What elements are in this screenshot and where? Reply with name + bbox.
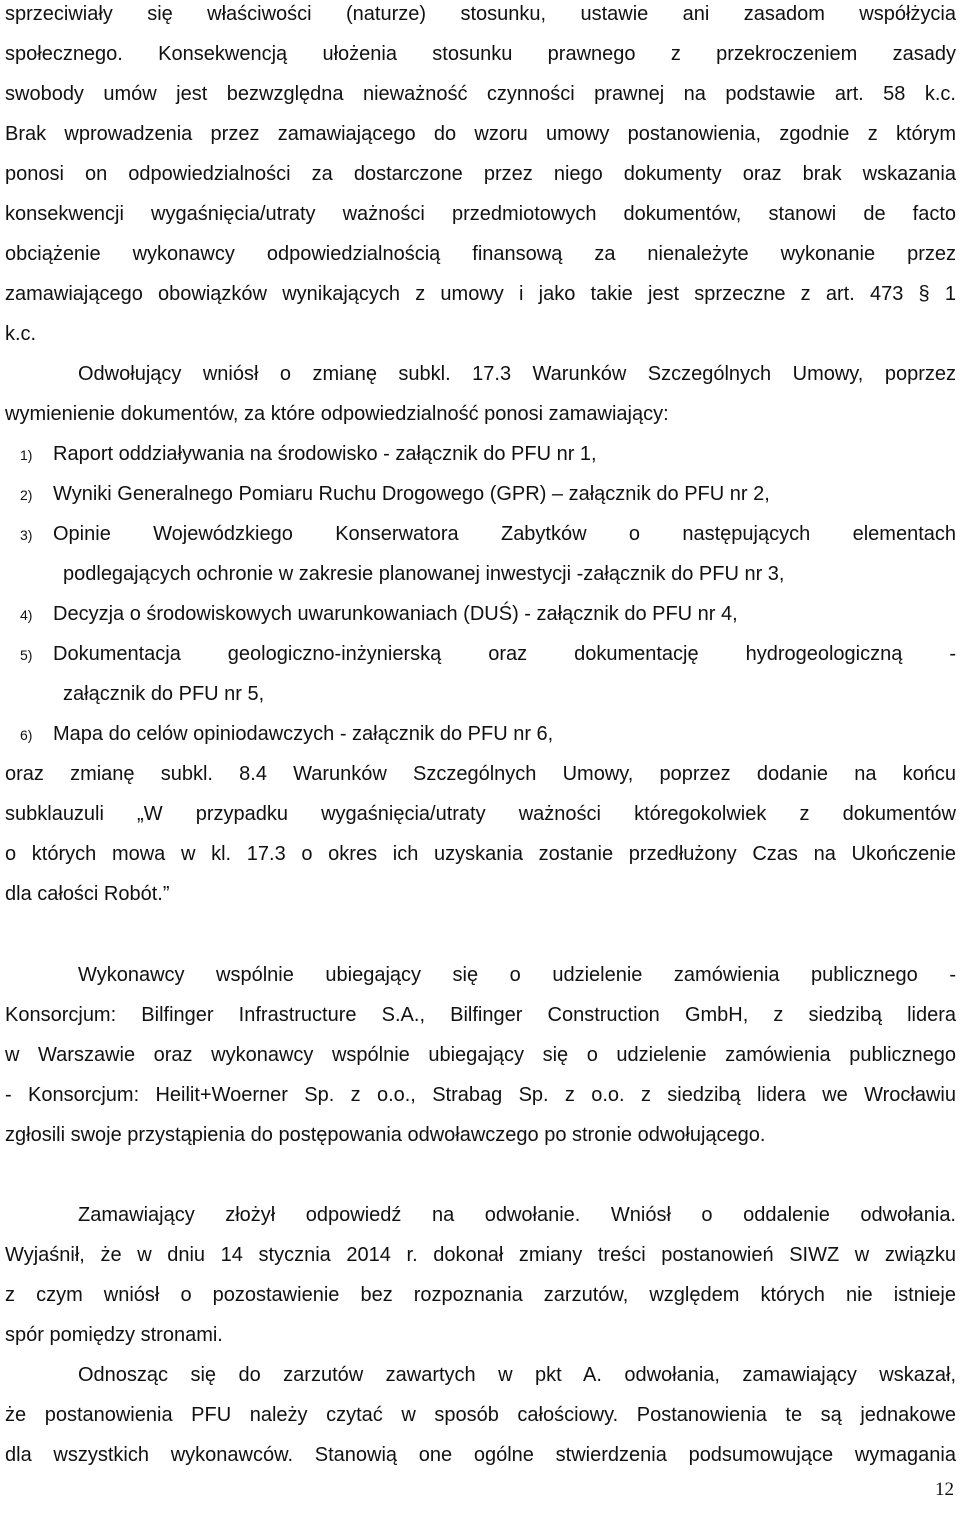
list-item-number: 2) [20, 487, 33, 503]
text-line: Wyjaśnił, że w dniu 14 stycznia 2014 r. dokonał zmiany treści postanowień SIWZ w związku [5, 1244, 956, 1266]
list-item [20, 640, 956, 668]
text-line: spór pomiędzy stronami. [5, 1324, 223, 1346]
text-line: dla całości Robót.” [5, 883, 170, 905]
text-line: społecznego. Konsekwencją ułożenia stosunku prawnego z przekroczeniem zasady [5, 43, 956, 65]
text-line: Brak wprowadzenia przez zamawiającego do wzoru umowy postanowienia, zgodnie z którym [5, 123, 956, 145]
list-item [20, 720, 956, 748]
list-item-text: Dokumentacja geologiczno-inżynierską oraz dokumentację hydrogeologiczną - [53, 643, 956, 665]
list-item-number: 3) [20, 527, 33, 543]
text-line: k.c. [5, 323, 37, 345]
text-line: - Konsorcjum: Heilit+Woerner Sp. z o.o., Strabag Sp. z o.o. z siedzibą lidera we Wrocławiu [5, 1084, 956, 1106]
text-line: obciążenie wykonawcy odpowiedzialnością finansową za nienależyte wykonanie przez [5, 243, 956, 265]
list-item-continuation: załącznik do PFU nr 5, [63, 683, 265, 705]
list-item-text: Mapa do celów opiniodawczych - załącznik do PFU nr 6, [53, 723, 554, 745]
text-line: konsekwencji wygaśnięcia/utraty ważności przedmiotowych dokumentów, stanowi de facto [5, 203, 956, 225]
text-line: swobody umów jest bezwzględna nieważność czynności prawnej na podstawie art. 58 k.c. [5, 83, 956, 105]
text-line: w Warszawie oraz wykonawcy wspólnie ubiegający się o udzielenie zamówienia publicznego [5, 1044, 956, 1066]
text-line: zgłosili swoje przystąpienia do postępowania odwoławczego po stronie odwołującego. [5, 1124, 766, 1146]
text-line: oraz zmianę subkl. 8.4 Warunków Szczególnych Umowy, poprzez dodanie na końcu [5, 763, 956, 785]
text-line: dla wszystkich wykonawców. Stanowią one ogólne stwierdzenia podsumowujące wymagania [5, 1444, 956, 1466]
list-item-number: 5) [20, 647, 33, 663]
text-line: wymienienie dokumentów, za które odpowiedzialność ponosi zamawiający: [5, 403, 669, 425]
list-item-text: Wyniki Generalnego Pomiaru Ruchu Drogowego (GPR) – załącznik do PFU nr 2, [53, 483, 770, 505]
text-line: o których mowa w kl. 17.3 o okres ich uzyskania zostanie przedłużony Czas na Ukończenie [5, 843, 956, 865]
list-item-number: 6) [20, 727, 33, 743]
list-item-continuation: podlegających ochronie w zakresie planowanej inwestycji -załącznik do PFU nr 3, [63, 563, 785, 585]
text-line: Wykonawcy wspólnie ubiegający się o udzielenie zamówienia publicznego - [78, 964, 956, 986]
list-item [20, 600, 956, 628]
list-item-number: 4) [20, 607, 33, 623]
list-item [20, 440, 956, 468]
text-line: z czym wniósł o pozostawienie bez rozpoznania zarzutów, względem których nie istnieje [5, 1284, 956, 1306]
list-item-text: Decyzja o środowiskowych uwarunkowaniach (DUŚ) - załącznik do PFU nr 4, [53, 603, 738, 625]
text-line: że postanowienia PFU należy czytać w sposób całościowy. Postanowienia te są jednakowe [5, 1404, 956, 1426]
text-line: Zamawiający złożył odpowiedź na odwołanie. Wniósł o oddalenie odwołania. [78, 1204, 956, 1226]
text-line: Odnosząc się do zarzutów zawartych w pkt A. odwołania, zamawiający wskazał, [78, 1364, 956, 1386]
text-line: subklauzuli „W przypadku wygaśnięcia/utraty ważności któregokolwiek z dokumentów [5, 803, 956, 825]
list-item-text: Opinie Wojewódzkiego Konserwatora Zabytków o następujących elementach [53, 523, 956, 545]
text-line: Konsorcjum: Bilfinger Infrastructure S.A., Bilfinger Construction GmbH, z siedzibą lidera [5, 1004, 956, 1026]
page-number: 12 [935, 1479, 954, 1500]
list-item [20, 520, 956, 548]
text-line: zamawiającego obowiązków wynikających z umowy i jako takie jest sprzeczne z art. 473 § 1 [5, 283, 956, 305]
text-line: Odwołujący wniósł o zmianę subkl. 17.3 Warunków Szczególnych Umowy, poprzez [78, 363, 956, 385]
list-item [20, 480, 956, 508]
text-line: ponosi on odpowiedzialności za dostarczone przez niego dokumenty oraz brak wskazania [5, 163, 956, 185]
list-item-number: 1) [20, 447, 33, 463]
list-item-text: Raport oddziaływania na środowisko - załącznik do PFU nr 1, [53, 443, 597, 465]
text-line: sprzeciwiały się właściwości (naturze) stosunku, ustawie ani zasadom współżycia [5, 3, 956, 25]
